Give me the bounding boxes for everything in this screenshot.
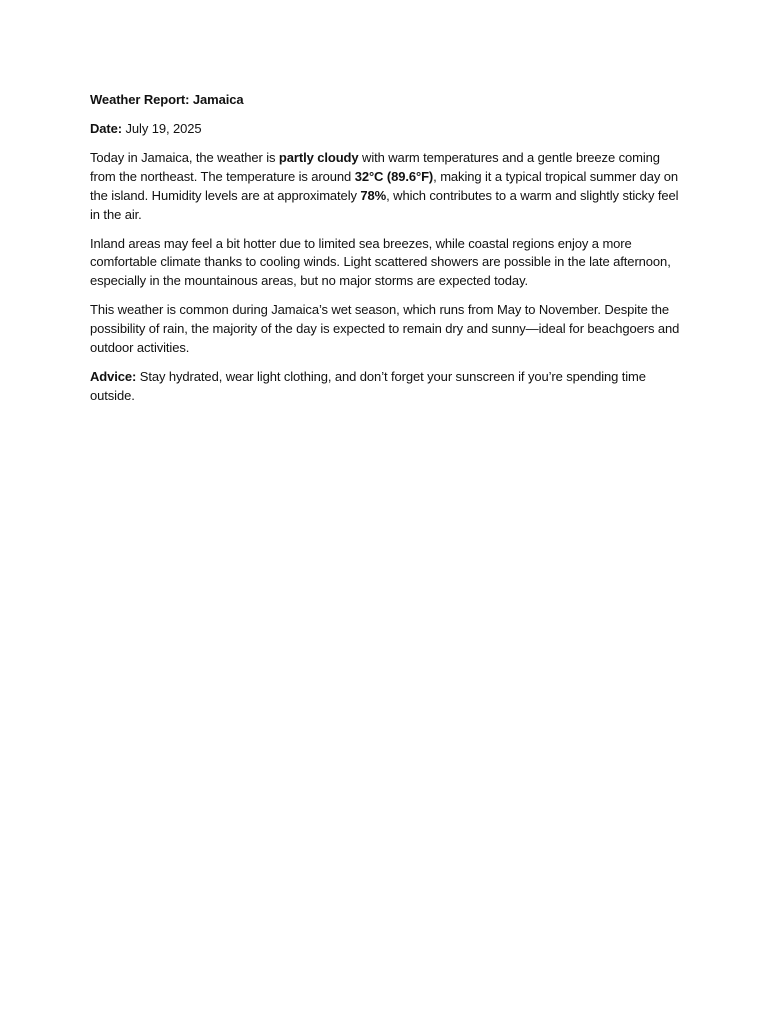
condition-highlight: partly cloudy xyxy=(278,150,359,166)
temperature-highlight: 32°C (89.6°F) xyxy=(354,168,434,184)
advice-line xyxy=(90,368,682,406)
document-title: Weather Report: Jamaica xyxy=(90,92,244,107)
date-value: July 19, 2025 xyxy=(125,121,202,137)
summary-text-2: with warm temperatures and a gentle breeze coming from the northeast. The temperature is around xyxy=(90,150,660,184)
regional-paragraph: Inland areas may feel a bit hotter due to limited sea breezes, while coastal regions enjoy a more comfortable climate thanks to cooling winds. Light scattered showers are possible in the late afternoon, especially in the mountainous areas, but no major storms are expected today. xyxy=(90,235,671,289)
summary-text-4: , which contributes to a warm and slightly sticky feel in the air. xyxy=(90,187,679,222)
summary-text-1: Today in Jamaica, the weather is xyxy=(90,150,279,166)
advice-text: Stay hydrated, wear light clothing, and don’t forget your sunscreen if you’re spending time outside. xyxy=(90,369,646,403)
date-line xyxy=(90,120,682,139)
humidity-highlight: 78% xyxy=(360,187,387,203)
summary-text-3: , making it a typical tropical summer day on the island. Humidity levels are at approximately xyxy=(90,168,679,203)
document-body xyxy=(90,91,682,416)
season-paragraph: This weather is common during Jamaica’s wet season, which runs from May to November. Despite the possibility of rain, the majority of the day is expected to remain dry and sunny—ideal for beachgoers and outdoor activities. xyxy=(90,302,680,355)
summary-paragraph xyxy=(90,149,682,224)
date-label: Date: xyxy=(90,121,123,137)
advice-label: Advice: xyxy=(90,369,137,385)
